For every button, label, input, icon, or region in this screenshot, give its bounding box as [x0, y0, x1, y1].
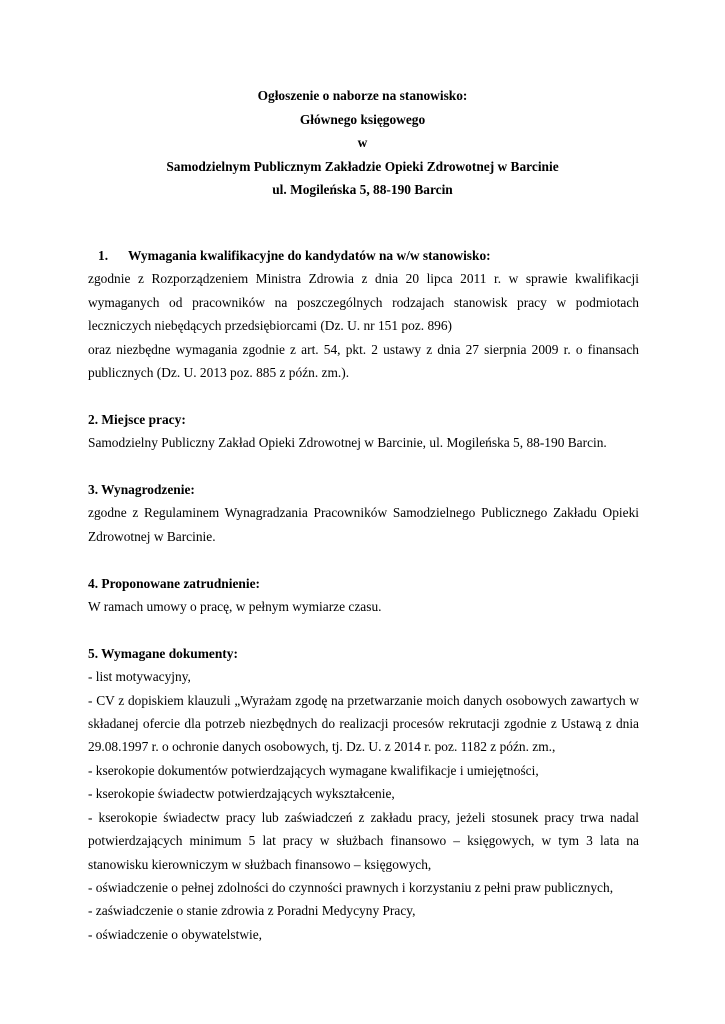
section-1-heading — [88, 244, 639, 267]
announcement-header — [0, 84, 725, 202]
section-4-text: W ramach umowy o pracę, w pełnym wymiarze czasu. — [88, 599, 382, 615]
header-connector: w — [357, 135, 368, 150]
section-4-heading: 4. Proponowane zatrudnienie: — [88, 575, 260, 591]
document-list-item: - oświadczenie o pełnej zdolności do czynności prawnych i korzystaniu z pełni praw publicznych, — [88, 879, 614, 895]
section-2-heading: 2. Miejsce pracy: — [88, 411, 186, 427]
document-list-item: - list motywacyjny, — [88, 669, 191, 685]
document-list-item: - kserokopie świadectw pracy lub zaświadczeń z zakładu pracy, jeżeli stosunek pracy trwa nadal potwierdzających minimum 5 lat pracy w służbach finansowo – księgowych, w tym 3 lata na stanowisku kierowniczym w służbach finansowo – księgowych, — [88, 809, 639, 872]
section-2-text: Samodzielny Publiczny Zakład Opieki Zdrowotnej w Barcinie, ul. Mogileńska 5, 88-190 Barcin. — [88, 435, 607, 451]
document-list-item: - oświadczenie o obywatelstwie, — [88, 926, 263, 942]
document-list-item: - zaświadczenie o stanie zdrowia z Poradni Medycyny Pracy, — [88, 903, 416, 919]
document-body — [88, 244, 639, 946]
header-position: Głównego księgowego — [299, 111, 426, 127]
header-institution: Samodzielnym Publicznym Zakładzie Opieki Zdrowotnej w Barcinie — [166, 158, 559, 174]
header-address: ul. Mogileńska 5, 88-190 Barcin — [272, 182, 453, 197]
section-1-paragraph-2: oraz niezbędne wymagania zgodnie z art. 54, pkt. 2 ustawy z dnia 27 sierpnia 2009 r. o finansach publicznych (Dz. U. 2013 poz. 885 z późn. zm.). — [88, 341, 639, 381]
section-3-heading: 3. Wynagrodzenie: — [88, 482, 195, 498]
section-3-text: zgodne z Regulaminem Wynagradzania Pracowników Samodzielnego Publicznego Zakładu Opieki Zdrowotnej w Barcinie. — [88, 505, 639, 544]
document-list-item: - kserokopie dokumentów potwierdzających wymagane kwalifikacje i umiejętności, — [88, 762, 539, 778]
section-1-paragraph-1: zgodnie z Rozporządzeniem Ministra Zdrowia z dnia 20 lipca 2011 r. w sprawie kwalifikacji wymaganych od pracowników na poszczególnych rodzajach stanowisk pracy w podmiotach leczniczych niebędących przedsiębiorcami (Dz. U. nr 151 poz. 896) — [88, 271, 639, 334]
section-1-title: Wymagania kwalifikacyjne do kandydatów na w/w stanowisko: — [128, 248, 491, 263]
header-title: Ogłoszenie o naborze na stanowisko: — [257, 88, 468, 103]
section-1-number: 1. — [98, 248, 109, 263]
section-5-heading: 5. Wymagane dokumenty: — [88, 645, 238, 661]
document-list-item: - kserokopie świadectw potwierdzających wykształcenie, — [88, 786, 395, 802]
document-list-item: - CV z dopiskiem klauzuli „Wyrażam zgodę na przetwarzanie moich danych osobowych zawartych w składanej ofercie dla potrzeb niezbędnych do realizacji procesów rekrutacji zgodnie z Ustawą z dnia 29.08.1997 r. o ochronie danych osobowych, tj. Dz. U. z 2014 r. poz. 1182 z późn. zm., — [88, 692, 639, 755]
